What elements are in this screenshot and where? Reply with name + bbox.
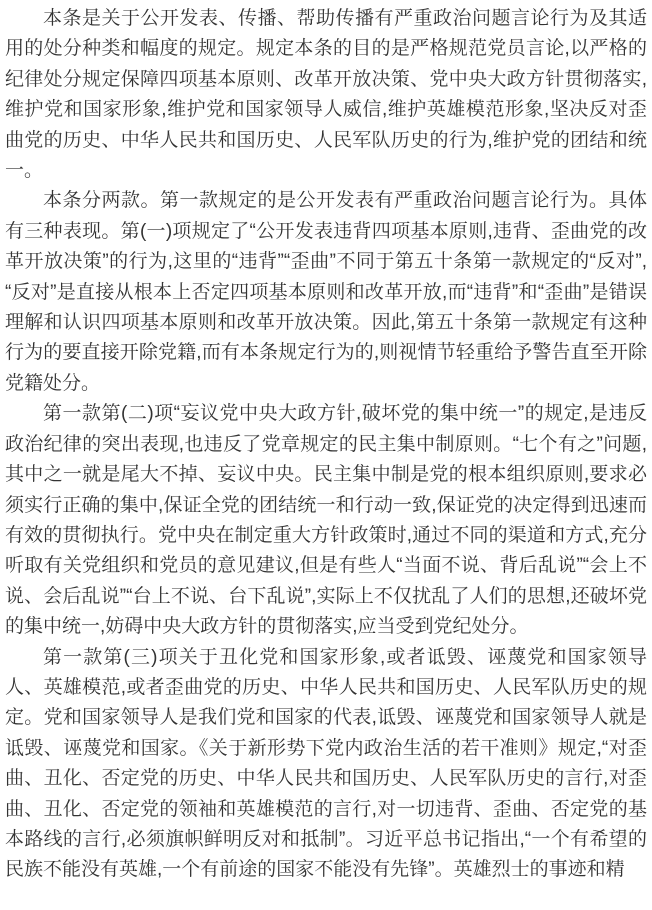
paragraph: 本条是关于公开发表、传播、帮助传播有严重政治问题言论行为及其适用的处分种类和幅度的规定。规定本条的目的是严格规范党员言论,以严格的纪律处分规定保障四项基本原则、改革开放决策、党中央大政方针贯彻落实,维护党和国家形象,维护党和国家领导人威信,维护英雄模范形象,坚决反对歪曲党的历史、中华人民共和国历史、人民军队历史的行为,维护党的团结和统一。	[5, 8, 647, 182]
paragraph: 第一款第(三)项关于丑化党和国家形象,或者诋毁、诬蔑党和国家领导人、英雄模范,或者歪曲党的历史、中华人民共和国历史、人民军队历史的规定。党和国家领导人是我们党和国家的代表,诋毁、诬蔑党和国家领导人就是诋毁、诬蔑党和国家。《关于新形势下党内政治生活的若干准则》规定,“对歪曲、丑化、否定党的历史、中华人民共和国历史、人民军队历史的言行,对歪曲、丑化、否定党的领袖和英雄模范的言行,对一切违背、歪曲、否定党的基本路线的言行,必须旗帜鲜明反对和抵制”。习近平总书记指出,“一个有希望的民族不能没有英雄,一个有前途的国家不能没有先锋”。英雄烈士的事迹和精	[5, 646, 647, 881]
paragraph: 第一款第(二)项“妄议党中央大政方针,破坏党的集中统一”的规定,是违反政治纪律的突出表现,也违反了党章规定的民主集中制原则。“七个有之”问题,其中之一就是尾大不掉、妄议中央。民主集中制是党的根本组织原则,要求必须实行正确的集中,保证全党的团结统一和行动一致,保证党的决定得到迅速而有效的贯彻执行。党中央在制定重大方针政策时,通过不同的渠道和方式,充分听取有关党组织和党员的意见建议,但是有些人“当面不说、背后乱说”“会上不说、会后乱说”“台上不说、台下乱说”,实际上不仅扰乱了人们的思想,还破坏党的集中统一,妨碍中央大政方针的贯彻落实,应当受到党纪处分。	[5, 403, 647, 638]
paragraph: 本条分两款。第一款规定的是公开发表有严重政治问题言论行为。具体有三种表现。第(一)项规定了“公开发表违背四项基本原则,违背、歪曲党的改革开放决策”的行为,这里的“违背”“歪曲”不同于第五十条第一款规定的“反对”,“反对”是直接从根本上否定四项基本原则和改革开放,而“违背”和“歪曲”是错误理解和认识四项基本原则和改革开放决策。因此,第五十条第一款规定有这种行为的要直接开除党籍,而有本条规定行为的,则视情节轻重给予警告直至开除党籍处分。	[5, 190, 647, 394]
paragraph-list	[5, 4, 647, 886]
